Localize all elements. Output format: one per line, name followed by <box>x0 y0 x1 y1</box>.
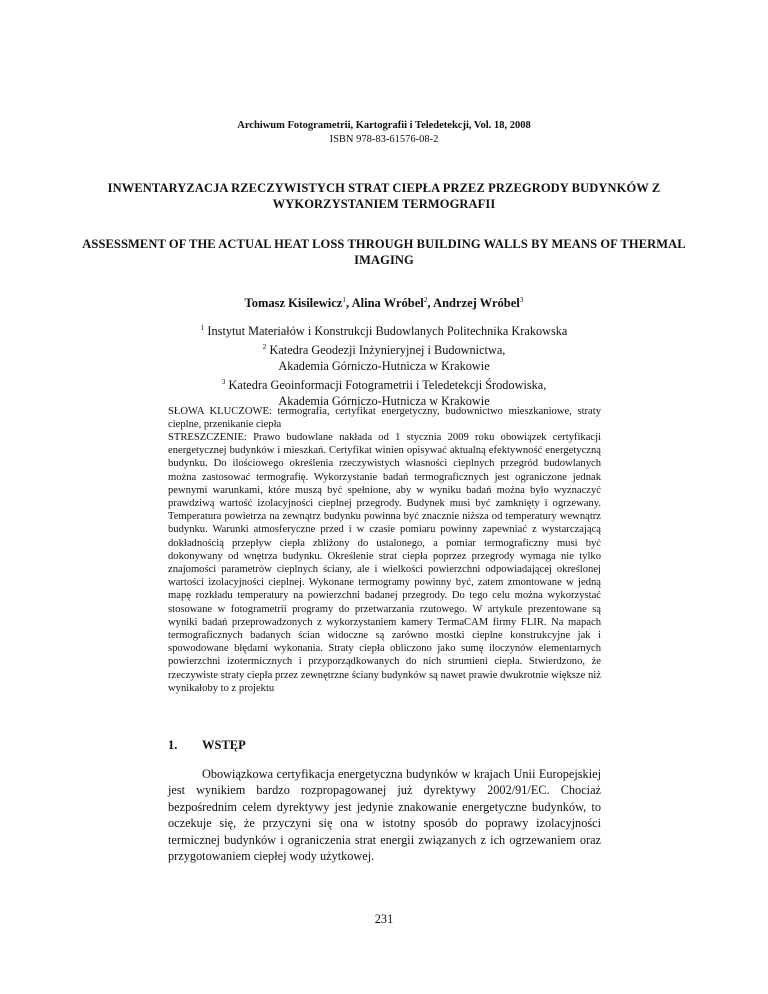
affiliation-line: Akademia Górniczo-Hutnicza w Krakowie <box>278 393 490 408</box>
author-list <box>0 292 768 311</box>
affiliation-mark: 1 <box>200 323 205 332</box>
isbn-line: ISBN 978-83-61576-08-2 <box>329 134 439 145</box>
affiliation-3 <box>60 374 708 393</box>
title-polish: INWENTARYZACJA RZECZYWISTYCH STRAT CIEPŁA PRZEZ PRZEGRODY BUDYNKÓW Z WYKORZYSTANIEM TERMOGRAFII <box>107 181 661 211</box>
author-mark: 1 <box>342 295 347 304</box>
title-english: ASSESSMENT OF THE ACTUAL HEAT LOSS THROUGH BUILDING WALLS BY MEANS OF THERMAL IMAGING <box>82 237 686 267</box>
section-number: 1. <box>168 738 178 752</box>
affiliation-2 <box>60 339 708 358</box>
page-number: 231 <box>374 912 394 926</box>
author-name: Alina Wróbel <box>351 296 424 310</box>
affiliation-line: Katedra Geoinformacji Fotogrametrii i Teledetekcji Środowiska, <box>228 378 547 393</box>
affiliation-line: Katedra Geodezji Inżynieryjnej i Budownictwa, <box>269 343 506 358</box>
affiliation-mark: 2 <box>262 342 267 352</box>
author-name: Tomasz Kisilewicz <box>244 296 343 310</box>
author-name: Andrzej Wróbel <box>433 296 520 310</box>
author-separator: , <box>346 296 352 310</box>
section-heading <box>168 737 246 753</box>
intro-paragraph: Obowiązkowa certyfikacja energetyczna budynków w krajach Unii Europejskiej jest wynikiem bardzo rozpropagowanej już dyrektywy 2002/91/EC. Chociaż bezpośrednim celem dyrektywy jest jedynie znakowanie energetyczne budynków, to oczekuje się, że przyczyni się ona w istotny sposób do poprawy izolacyjności termicznej budynków i ograniczenia strat energii związanych z ich ogrzewaniem oraz przygotowaniem ciepłej wody użytkowej. <box>168 767 601 864</box>
author-mark: 3 <box>519 295 524 304</box>
keywords: SŁOWA KLUCZOWE: termografia, certyfikat energetyczny, budownictwo mieszkaniowe, straty cieplne, przenikanie ciepła <box>168 406 601 431</box>
abstract-summary: STRESZCZENIE: Prawo budowlane nakłada od 1 stycznia 2009 roku obowiązek certyfikacji energetycznej budynków i mieszkań. Certyfikat winien opisywać aktualną efektywność energetyczną budynku. Do ilościowego określenia rzeczywistych własności cieplnych przegród budowlanych można zastosować termografię. Wykorzystanie badań termograficznych jest ograniczone jednak pewnymi warunkami, które muszą być spełnione, aby w wyniku badań można było wyznaczyć prawdziwą wartość izolacyjności cieplnej przegrody. Budynek musi być zamknięty i ogrzewany. Temperatura powietrza na zewnątrz budynku powinna być znacznie niższa od temperatury wewnątrz budynku. Warunki atmosferyczne przed i w czasie pomiaru powinny zapewniać z wystarczającą dokładnością przepływ ciepła zbliżony do ustalonego, a pomiar termograficzny musi być dokonywany od wnętrza budynku. Określenie strat ciepła poprzez przegrody wymaga nie tylko znajomości parametrów cieplnych ściany, ale i wielkości powierzchni odpowiadającej określonej wartości izolacyjności cieplnej. Wykonane termogramy powinny być, zatem zmontowane w jedną mapę rozkładu temperatury na powierzchni badanej przegrody. Do tego celu można wykorzystać stosowane w fotogrametrii programy do przetwarzania rzutowego. W artykule prezentowane są wyniki badań przeprowadzonych z wykorzystaniem kamery TermaCAM firmy FLIR. Na mapach termograficznych badanych ścian widoczne są zarówno mostki cieplne konstrukcyjne jak i spowodowane błędami wykonania. Straty ciepła obliczono jako sumę iloczynów elementarnych powierzchni izotermicznych i przyporządkowanych do nich strumieni ciepła. Stwierdzono, że rzeczywiste straty ciepła przez zewnętrzne ściany budynków są nawet prawie dwukrotnie większe niż wynikałoby to z projektu <box>168 432 601 694</box>
affiliation-line: Instytut Materiałów i Konstrukcji Budowlanych Politechnika Krakowska <box>207 324 568 338</box>
journal-header: Archiwum Fotogrametrii, Kartografii i Teledetekcji, Vol. 18, 2008 <box>237 120 531 131</box>
author-mark: 2 <box>423 295 428 304</box>
affiliations <box>60 320 708 409</box>
section-title: WSTĘP <box>202 738 246 752</box>
affiliation-line: Akademia Górniczo-Hutnicza w Krakowie <box>278 358 490 373</box>
affiliation-1 <box>60 320 708 339</box>
affiliation-mark: 3 <box>221 377 226 387</box>
author-separator: , <box>427 296 434 310</box>
